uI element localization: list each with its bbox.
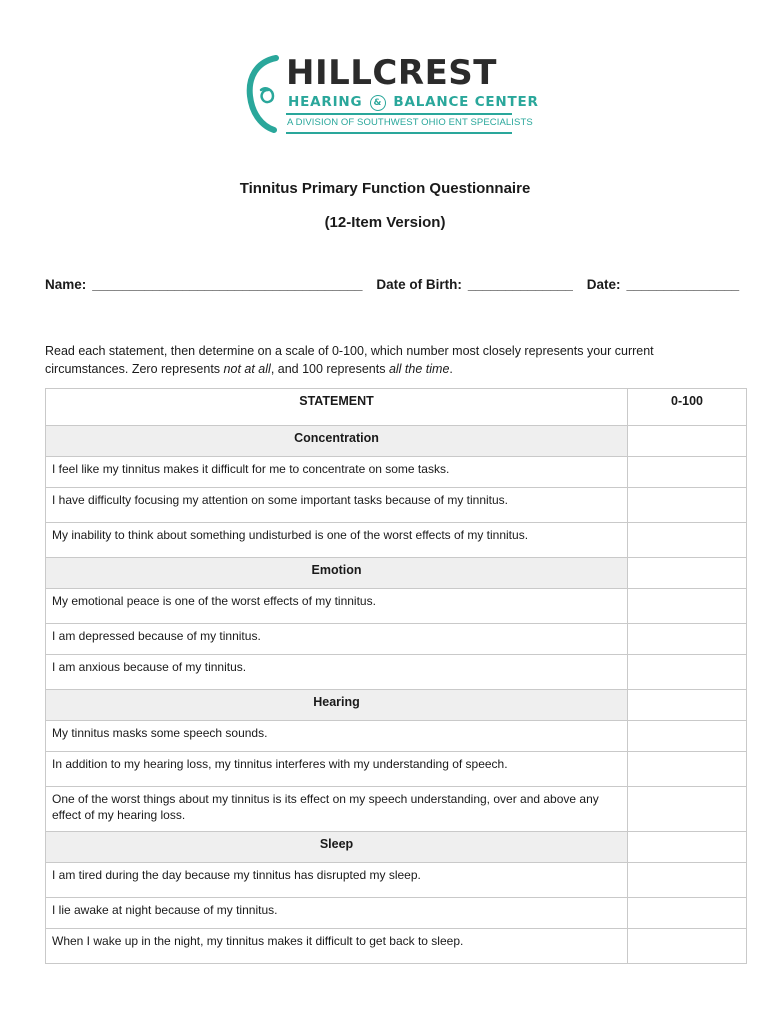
table-row <box>46 898 747 929</box>
score-input[interactable] <box>628 457 747 488</box>
logo-subtitle <box>288 94 539 111</box>
name-label: Name: <box>45 277 87 292</box>
logo-subtitle-right: BALANCE CENTER <box>393 94 539 110</box>
intro-text: , and 100 represents <box>270 362 389 376</box>
score-input[interactable] <box>628 523 747 558</box>
statement-header: STATEMENT <box>46 389 628 426</box>
table-row <box>46 863 747 898</box>
category-score-cell <box>628 426 747 457</box>
statement-text: My inability to think about something undisturbed is one of the worst effects of my tinnitus. <box>46 523 628 558</box>
category-hearing: Hearing <box>46 690 628 721</box>
score-input[interactable] <box>628 863 747 898</box>
table-row <box>46 721 747 752</box>
category-row <box>46 832 747 863</box>
table-header <box>46 389 747 426</box>
statement-text: I am depressed because of my tinnitus. <box>46 624 628 655</box>
category-score-cell <box>628 558 747 589</box>
table-row <box>46 523 747 558</box>
statement-text: My emotional peace is one of the worst effects of my tinnitus. <box>46 589 628 624</box>
page-title: Tinnitus Primary Function Questionnaire <box>239 180 531 197</box>
questionnaire-table <box>45 388 747 964</box>
table-row <box>46 787 747 832</box>
category-sleep: Sleep <box>46 832 628 863</box>
table-row <box>46 624 747 655</box>
statement-text: I am anxious because of my tinnitus. <box>46 655 628 690</box>
table-row <box>46 488 747 523</box>
score-input[interactable] <box>628 787 747 832</box>
score-header: 0-100 <box>628 389 747 426</box>
category-row <box>46 558 747 589</box>
name-field[interactable]: ____________________________________ <box>92 277 363 292</box>
page-subtitle: (12-Item Version) <box>324 214 446 231</box>
statement-text: In addition to my hearing loss, my tinnitus interferes with my understanding of speech. <box>46 752 628 787</box>
statement-text: I am tired during the day because my tinnitus has disrupted my sleep. <box>46 863 628 898</box>
category-concentration: Concentration <box>46 426 628 457</box>
instructions <box>45 342 735 378</box>
intro-text: . <box>449 362 453 376</box>
table-row <box>46 589 747 624</box>
patient-fields <box>45 277 745 293</box>
category-row <box>46 426 747 457</box>
dob-field[interactable]: ______________ <box>467 277 573 292</box>
score-input[interactable] <box>628 488 747 523</box>
intro-emphasis: all the time <box>388 362 450 376</box>
ear-swirl-icon <box>246 52 286 134</box>
category-score-cell <box>628 832 747 863</box>
table-row <box>46 752 747 787</box>
logo-divider <box>286 113 512 115</box>
category-row <box>46 690 747 721</box>
logo-division: A DIVISION OF SOUTHWEST OHIO ENT SPECIALISTS <box>287 117 533 128</box>
dob-label: Date of Birth: <box>376 277 462 292</box>
statement-text: I lie awake at night because of my tinnitus. <box>46 898 628 929</box>
table-row <box>46 457 747 488</box>
score-input[interactable] <box>628 655 747 690</box>
hillcrest-logo <box>246 52 539 136</box>
score-input[interactable] <box>628 721 747 752</box>
logo-ampersand: & <box>370 95 386 111</box>
score-input[interactable] <box>628 589 747 624</box>
category-emotion: Emotion <box>46 558 628 589</box>
statement-text: One of the worst things about my tinnitus is its effect on my speech understanding, over and above any effect of my hearing loss. <box>46 787 628 832</box>
statement-text: I feel like my tinnitus makes it difficult for me to concentrate on some tasks. <box>46 457 628 488</box>
statement-text: When I wake up in the night, my tinnitus makes it difficult to get back to sleep. <box>46 929 628 964</box>
statement-text: I have difficulty focusing my attention on some important tasks because of my tinnitus. <box>46 488 628 523</box>
date-label: Date: <box>586 277 621 292</box>
logo-name: HILLCREST <box>286 53 497 93</box>
score-input[interactable] <box>628 624 747 655</box>
score-input[interactable] <box>628 898 747 929</box>
table-row <box>46 655 747 690</box>
date-field[interactable]: _______________ <box>626 277 740 292</box>
logo-subtitle-left: HEARING <box>288 94 363 110</box>
logo-divider <box>286 132 512 134</box>
intro-text: Read each statement, then determine on a scale of 0-100, which number most closely represents your current circumstances. Zero represents <box>45 344 654 376</box>
score-input[interactable] <box>628 929 747 964</box>
score-input[interactable] <box>628 752 747 787</box>
table-row <box>46 929 747 964</box>
statement-text: My tinnitus masks some speech sounds. <box>46 721 628 752</box>
category-score-cell <box>628 690 747 721</box>
intro-emphasis: not at all <box>223 362 271 376</box>
